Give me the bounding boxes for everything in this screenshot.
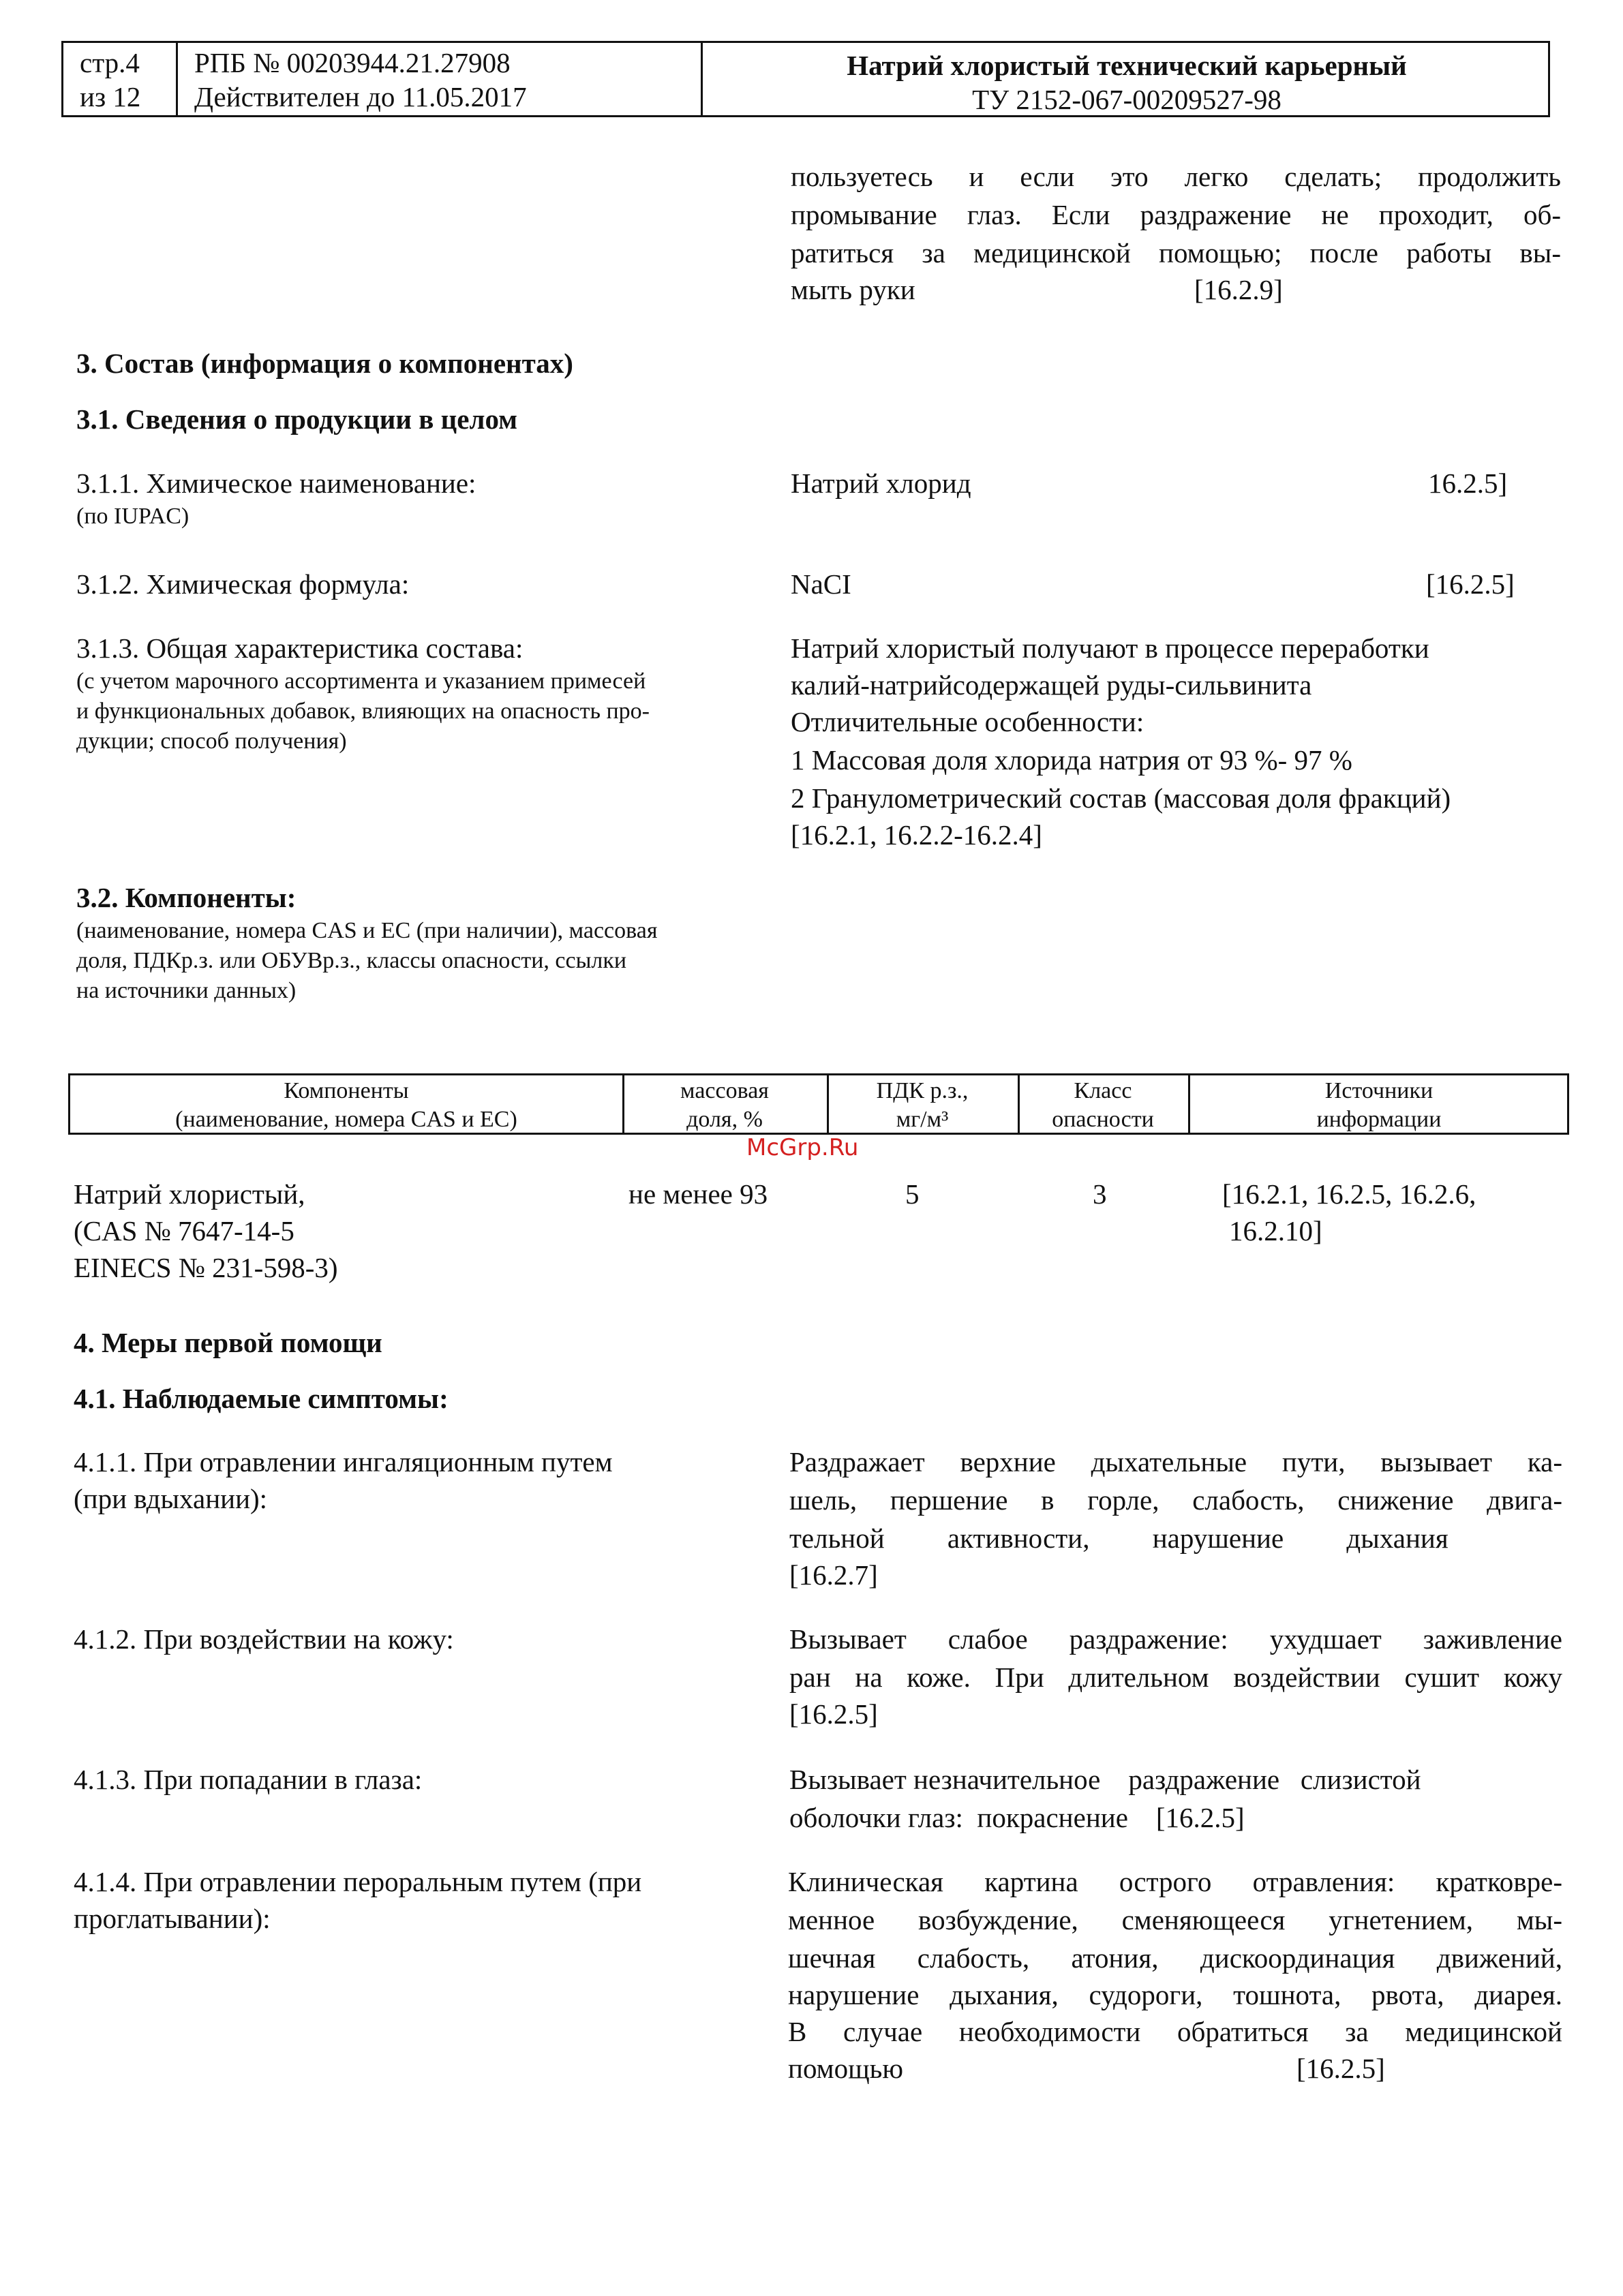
- item-4-1-4-text: шечная слабость, атония, дискоординация движений,: [788, 1942, 1562, 1974]
- item-3-1-1-note: (по IUPAC): [76, 504, 189, 529]
- column-header-sources: Источники информации: [1316, 1078, 1442, 1132]
- intro-line: ратиться за медицинской помощью; после работы вы-: [791, 237, 1561, 269]
- item-3-1-3-value-line: 1 Массовая доля хлорида натрия от 93 %- 97 %: [791, 744, 1352, 776]
- item-4-1-3-text: оболочки глаз: покраснение [16.2.5]: [789, 1802, 1245, 1833]
- item-4-1-4-text: менное возбуждение, сменяющееся угнетением, мы-: [788, 1904, 1562, 1935]
- intro-line: промывание глаз. Если раздражение не проходит, об-: [791, 199, 1561, 230]
- item-3-1-1-value: Натрий хлорид: [791, 468, 971, 499]
- item-4-1-2-reference: [16.2.5]: [789, 1698, 878, 1730]
- watermark: McGrp.Ru: [746, 1134, 859, 1161]
- item-4-1-2-text: ран на коже. При длительном воздействии сушит кожу: [789, 1662, 1562, 1693]
- item-3-1-3-note: (с учетом марочного ассортимента и указанием примесей: [76, 669, 646, 694]
- intro-line: мыть руки: [791, 274, 915, 305]
- item-3-1-1-label: 3.1.1. Химическое наименование:: [76, 468, 476, 499]
- column-header-mass-fraction: массовая доля, %: [680, 1078, 769, 1132]
- header-divider: [701, 43, 703, 115]
- item-4-1-4-label: проглатывании):: [74, 1903, 271, 1934]
- page-number: стр.4: [80, 47, 140, 78]
- item-4-1-2-text: Вызывает слабое раздражение: ухудшает заживление: [789, 1623, 1562, 1655]
- component-cas: (CAS № 7647-14-5: [74, 1215, 294, 1246]
- page-total: из 12: [80, 81, 141, 112]
- intro-line: пользуетесь и если это легко сделать; продолжить: [791, 161, 1561, 192]
- item-4-1-4-reference: [16.2.5]: [1296, 2053, 1385, 2084]
- document-header: [61, 41, 1550, 117]
- section-3-2-note: доля, ПДКр.з. или ОБУВр.з., классы опасности, ссылки: [76, 948, 627, 973]
- item-4-1-3-text: Вызывает незначительное раздражение слизистой: [789, 1764, 1421, 1795]
- item-4-1-1-reference: [16.2.7]: [789, 1559, 878, 1591]
- item-4-1-4-text: помощью: [788, 2053, 904, 2084]
- section-3-2-note: (наименование, номера CAS и ЕС (при наличии), массовая: [76, 918, 658, 943]
- item-3-1-3-value-line: калий-натрийсодержащей руды-сильвинита: [791, 669, 1312, 701]
- item-3-1-3-reference: [16.2.1, 16.2.2-16.2.4]: [791, 819, 1042, 851]
- item-3-1-2-value: NaCI: [791, 568, 851, 600]
- section-3-2-heading: 3.2. Компоненты:: [76, 882, 297, 913]
- document-title: Натрий хлористый технический карьерный: [847, 50, 1407, 81]
- component-einecs: EINECS № 231-598-3): [74, 1252, 338, 1283]
- component-mass-fraction: не менее 93: [628, 1178, 768, 1210]
- item-4-1-4-label: 4.1.4. При отравлении пероральным путем (при: [74, 1866, 642, 1897]
- item-4-1-4-text: нарушение дыхания, судороги, тошнота, рвота, диарея.: [788, 1979, 1562, 2010]
- component-name: Натрий хлористый,: [74, 1178, 305, 1210]
- item-4-1-3-label: 4.1.3. При попадании в глаза:: [74, 1764, 423, 1795]
- column-header-pdk: ПДК р.з., мг/м³: [876, 1078, 969, 1132]
- item-4-1-4-text: В случае необходимости обратиться за медицинской: [788, 2016, 1562, 2047]
- document-spec: ТУ 2152-067-00209527-98: [972, 84, 1281, 115]
- header-divider: [176, 43, 178, 115]
- section-4-heading: 4. Меры первой помощи: [74, 1327, 382, 1358]
- column-header-hazard-class: Класс опасности: [1052, 1078, 1154, 1132]
- components-table-header: [68, 1073, 1569, 1135]
- item-3-1-3-value-line: 2 Гранулометрический состав (массовая доля фракций): [791, 782, 1451, 814]
- section-3-2-note: на источники данных): [76, 978, 297, 1003]
- item-4-1-1-label: (при вдыхании):: [74, 1483, 268, 1514]
- intro-reference: [16.2.9]: [1194, 274, 1283, 305]
- column-header-components: Компоненты (наименование, номера CAS и ЕС): [175, 1078, 517, 1132]
- item-3-1-2-reference: [16.2.5]: [1426, 568, 1515, 600]
- item-4-1-1-label: 4.1.1. При отравлении ингаляционным путем: [74, 1446, 613, 1478]
- rpb-number: РПБ № 00203944.21.27908: [194, 47, 511, 78]
- item-3-1-3-note: дукции; способ получения): [76, 729, 347, 754]
- item-3-1-1-reference: 16.2.5]: [1428, 468, 1508, 499]
- item-3-1-3-note: и функциональных добавок, влияющих на опасность про-: [76, 699, 650, 724]
- component-pdk: 5: [905, 1178, 920, 1210]
- component-sources: [16.2.1, 16.2.5, 16.2.6,: [1222, 1178, 1476, 1210]
- item-4-1-1-text: тельной активности, нарушение дыхания: [789, 1522, 1448, 1554]
- section-4-1-heading: 4.1. Наблюдаемые симптомы:: [74, 1383, 449, 1414]
- item-4-1-4-text: Клиническая картина острого отравления: кратковре-: [788, 1866, 1562, 1897]
- item-4-1-1-text: Раздражает верхние дыхательные пути, вызывает ка-: [789, 1446, 1562, 1478]
- item-3-1-3-value-line: Отличительные особенности:: [791, 706, 1144, 737]
- component-hazard-class: 3: [1093, 1178, 1107, 1210]
- item-3-1-3-label: 3.1.3. Общая характеристика состава:: [76, 632, 524, 664]
- item-3-1-2-label: 3.1.2. Химическая формула:: [76, 568, 410, 600]
- section-3-1-heading: 3.1. Сведения о продукции в целом: [76, 403, 518, 435]
- item-4-1-1-text: шель, першение в горле, слабость, снижение двига-: [789, 1484, 1562, 1516]
- section-3-heading: 3. Состав (информация о компонентах): [76, 348, 573, 379]
- item-3-1-3-value-line: Натрий хлористый получают в процессе переработки: [791, 632, 1429, 664]
- component-sources: 16.2.10]: [1229, 1215, 1322, 1246]
- item-4-1-2-label: 4.1.2. При воздействии на кожу:: [74, 1623, 454, 1655]
- rpb-validity: Действителен до 11.05.2017: [194, 81, 527, 112]
